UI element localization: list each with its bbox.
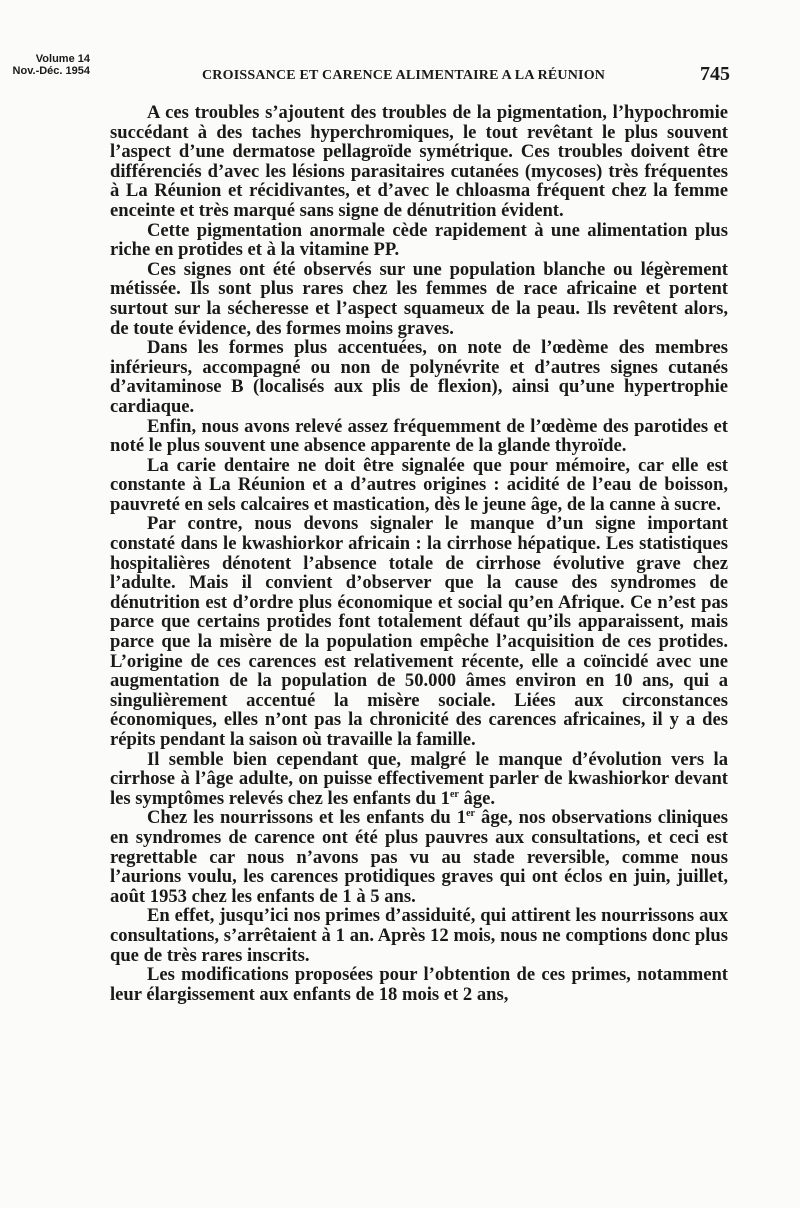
paragraph-text: âge. [458, 787, 496, 809]
article-body [110, 103, 728, 1004]
paragraph [110, 750, 728, 809]
paragraph-text: Il semble bien cependant que, malgré le manque d’évolution vers la cirrhose à l’âge adulte, on puisse effectivement parler de kwashiorkor devant les symptômes relevés chez les enfants du 1 [110, 748, 728, 809]
paragraph: Enfin, nous avons relevé assez fréquemment de l’œdème des parotides et noté le plus souvent une absence apparente de la glande thyroïde. [110, 415, 728, 457]
issue-date: Nov.-Déc. 1954 [12, 65, 90, 77]
paragraph-text: âge, nos observations cliniques en syndromes de carence ont été plus pauvres aux consultations, et ceci est regrettable car nous n’avons pas vu au stade reversible, comme nous l’aurions voulu, les carences protidiques graves qui ont éclos en juin, juillet, août 1953 chez les enfants de 1 à 5 ans. [110, 807, 728, 907]
paragraph: Cette pigmentation anormale cède rapidement à une alimentation plus riche en protides et à la vitamine PP. [110, 219, 728, 261]
paragraph-text: Chez les nourrissons et les enfants du 1 [147, 807, 467, 829]
paragraph [110, 808, 728, 906]
paragraph: Les modifications proposées pour l’obtention de ces primes, notamment leur élargissement aux enfants de 18 mois et 2 ans, [110, 964, 728, 1005]
paragraph: Ces signes ont été observés sur une population blanche ou légèrement métissée. Ils sont plus rares chez les femmes de race africaine et portent surtout sur la sécheresse et l’aspect squameux de la peau. Ils revêtent alors, de toute évidence, des formes moins graves. [110, 258, 728, 339]
ordinal-superscript: er [466, 808, 475, 820]
page-number: 745 [700, 63, 730, 85]
paragraph: A ces troubles s’ajoutent des troubles de la pigmentation, l’hypochromie succédant à des taches hyperchromiques, le tout revêtant le plus souvent l’aspect d’une dermatose pellagroïde symétrique. Ces troubles doivent être différenciés d’avec les lésions parasitaires cutanées (mycoses) très fréquentes à La Réunion et récidivantes, et d’avec le chloasma fréquent chez la femme enceinte et très marqué sans signe de dénutrition évident. [110, 102, 728, 221]
paragraph: En effet, jusqu’ici nos primes d’assiduité, qui attirent les nourrissons aux consultations, s’arrêtaient à 1 an. Après 12 mois, nous ne comptions donc plus que de très rares inscrits. [110, 905, 728, 966]
volume-label: Volume 14 [35, 53, 90, 65]
running-title: CROISSANCE ET CARENCE ALIMENTAIRE A LA RÉUNION [202, 68, 606, 83]
volume-info [8, 53, 90, 77]
paragraph: La carie dentaire ne doit être signalée que pour mémoire, car elle est constante à La Réunion et a d’autres origines : acidité de l’eau de boisson, pauvreté en sels calcaires et mastication, dès le jeune âge, de la canne à sucre. [110, 454, 728, 515]
ordinal-superscript: er [449, 788, 459, 800]
paragraph: Dans les formes plus accentuées, on note de l’œdème des membres inférieurs, accompagné ou non de polynévrite et d’autres signes cutanés d’avitaminose B (localisés aux plis de flexion), ainsi qu’une hypertrophie cardiaque. [110, 337, 728, 417]
paragraph: Par contre, nous devons signaler le manque d’un signe important constaté dans le kwashiorkor africain : la cirrhose hépatique. Les statistiques hospitalières dénotent l’absence totale de cirrhose évolutive grave chez l’adulte. Mais il convient d’observer que la cause des syndromes de dénutrition est d’ordre plus économique et social qu’en Afrique. Ce n’est pas parce que certains protides font totalement défaut qu’ils apparaissent, mais parce que la misère de la population empêche l’acquisition de ces protides. L’origine de ces carences est relativement récente, elle a coïncidé avec une augmentation de la population de 50.000 âmes environ en 10 ans, qui a singulièrement accentué la misère sociale. Liées aux circonstances économiques, elles n’ont pas la chronicité des carences africaines, il y a des répits pendant la saison où travaille la famille. [110, 513, 728, 750]
